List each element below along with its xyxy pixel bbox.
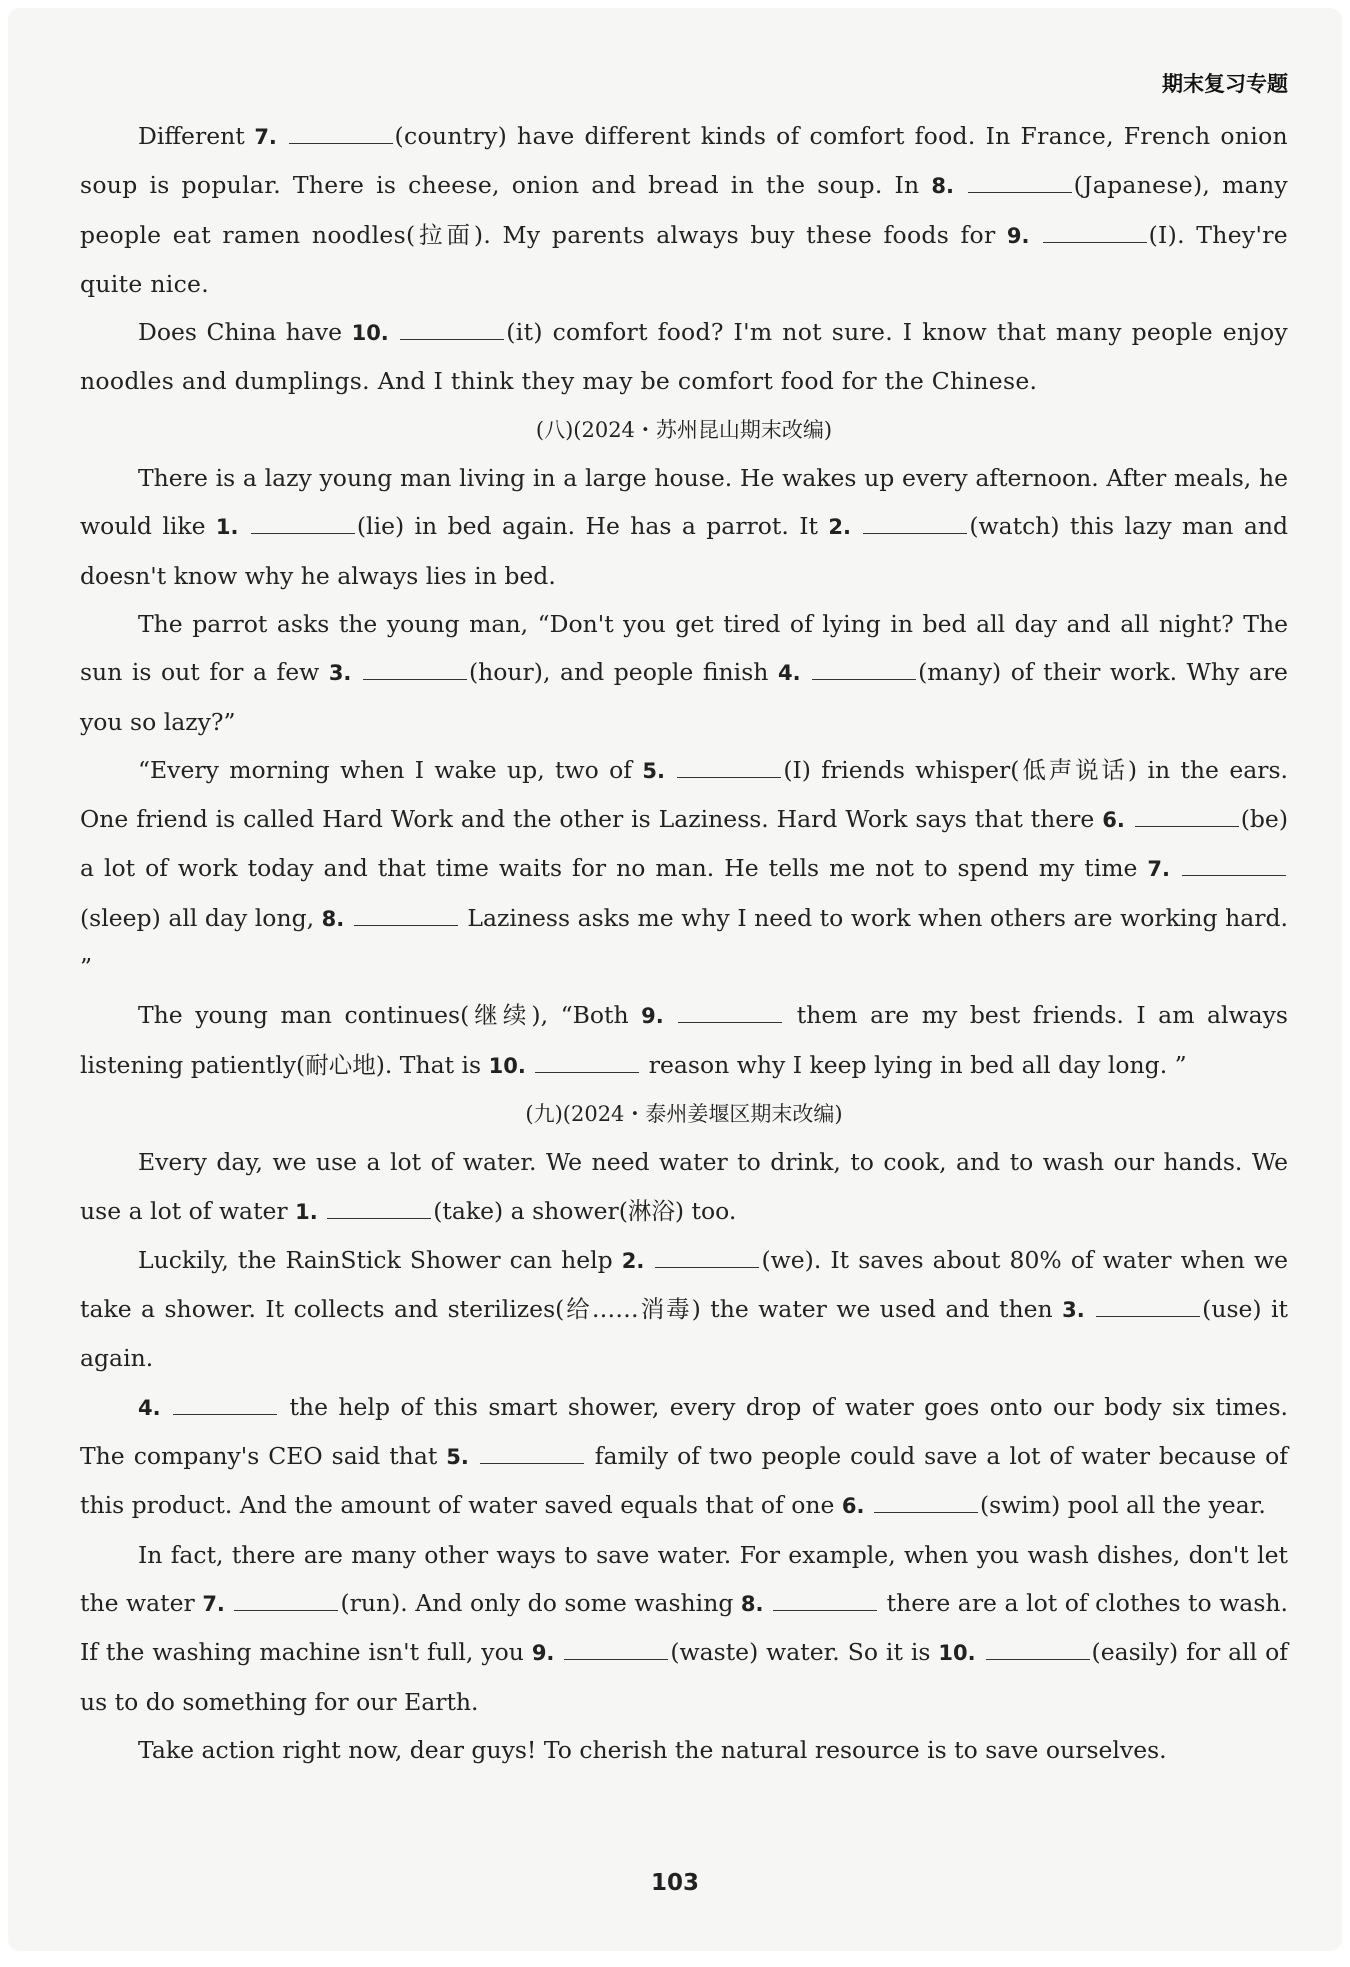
text: (country) have different kinds of comfort food. In France, French onion soup is popular. There is cheese, onion and bread in the soup. In: [80, 122, 1288, 200]
answer-blank[interactable]: [363, 659, 467, 680]
text: (easily) for all of us to do something for our Earth.: [80, 1638, 1288, 1716]
text: (many) of their work. Why are you so lazy?”: [80, 658, 1288, 736]
answer-blank[interactable]: [986, 1639, 1090, 1660]
answer-blank[interactable]: [677, 757, 781, 778]
answer-blank[interactable]: [327, 1198, 431, 1219]
paragraph: [80, 1383, 1288, 1531]
text: (hour), and people finish: [468, 658, 778, 687]
question-number: 3.: [1062, 1298, 1085, 1323]
paragraph: [80, 1236, 1288, 1383]
text: (I) friends whisper(低声说话) in the ears. One friend is called Hard Work and the other is Laziness. Hard Work says that there: [80, 755, 1288, 834]
passage-content: [80, 112, 1288, 1774]
question-number: 7.: [254, 125, 277, 149]
answer-blank[interactable]: [535, 1052, 639, 1073]
text: (Japanese), many people eat ramen noodles(拉面). My parents always buy these foods for: [80, 171, 1288, 249]
text: (sleep) all day long,: [80, 903, 322, 932]
text: (swim) pool all the year.: [979, 1491, 1266, 1520]
text: Different: [138, 122, 255, 150]
answer-blank[interactable]: [173, 1394, 277, 1415]
answer-blank[interactable]: [1182, 855, 1286, 876]
workbook-page: [8, 8, 1342, 1951]
page-number: 103: [650, 1870, 699, 1896]
question-number: 4.: [138, 1395, 161, 1420]
text: (it) comfort food? I'm not sure. I know that many people enjoy noodles and dumplings. And I think they may be comfort food for the Chinese.: [80, 318, 1288, 396]
answer-blank[interactable]: [968, 172, 1072, 193]
section-header: 期末复习专题: [1162, 72, 1288, 96]
text: In fact, there are many other ways to save water. For example, when you wash dishes, don't let the water: [80, 1540, 1288, 1617]
question-number: 6.: [1102, 808, 1125, 833]
section-title: (八)(2024・苏州昆山期末改编): [535, 417, 833, 442]
paragraph: [80, 600, 1288, 746]
answer-blank[interactable]: [400, 319, 504, 340]
text: The parrot asks the young man, “Don't you get tired of lying in bed all day and all night? The sun is out for a few: [80, 609, 1288, 687]
question-number: 6.: [841, 1494, 865, 1519]
text: (we). It saves about 80% of water when we take a shower. It collects and sterilizes(给……消毒) the water we used and then: [80, 1245, 1288, 1324]
question-number: 4.: [777, 661, 801, 686]
answer-blank[interactable]: [874, 1492, 978, 1513]
answer-blank[interactable]: [234, 1590, 338, 1611]
answer-blank[interactable]: [773, 1590, 877, 1611]
text: Luckily, the RainStick Shower can help: [138, 1245, 622, 1274]
paragraph: [80, 308, 1288, 406]
answer-blank[interactable]: [1096, 1296, 1200, 1317]
answer-blank[interactable]: [564, 1639, 668, 1660]
answer-blank[interactable]: [354, 905, 458, 926]
text: reason why I keep lying in bed all day long. ”: [641, 1050, 1187, 1079]
text: (run). And only do some washing: [340, 1588, 741, 1617]
question-number: 10.: [938, 1641, 976, 1666]
answer-blank[interactable]: [1135, 806, 1239, 827]
text: family of two people could save a lot of water because of this product. And the amount of water saved equals that of one: [80, 1442, 1288, 1520]
text: Does China have: [138, 318, 352, 347]
answer-blank[interactable]: [863, 513, 967, 534]
text: (waste) water. So it is: [670, 1638, 939, 1667]
text: “Every morning when I wake up, two of: [138, 755, 643, 784]
question-number: 8.: [931, 174, 954, 199]
question-number: 3.: [328, 661, 352, 686]
paragraph: [80, 991, 1288, 1090]
question-number: 1.: [215, 515, 239, 540]
question-number: 2.: [621, 1248, 645, 1273]
question-number: 7.: [1147, 857, 1170, 882]
text: The young man continues(继续), “Both: [138, 1001, 642, 1030]
text: Take action right now, dear guys! To cherish the natural resource is to save ourselves.: [138, 1735, 1167, 1764]
text: (take) a shower(淋浴) too.: [433, 1196, 737, 1225]
paragraph: [80, 112, 1288, 308]
question-number: 7.: [202, 1591, 225, 1616]
text: the help of this smart shower, every drop of water goes onto our body six times. The company's CEO said that: [80, 1392, 1288, 1471]
question-number: 8.: [740, 1591, 764, 1616]
question-number: 9.: [641, 1004, 664, 1029]
answer-blank[interactable]: [655, 1247, 759, 1268]
text: them are my best friends. I am always listening patiently(耐心地). That is: [80, 1001, 1288, 1079]
question-number: 9.: [1006, 223, 1030, 248]
answer-blank[interactable]: [678, 1002, 782, 1023]
paragraph: [80, 1531, 1288, 1726]
text: (use) it again.: [80, 1295, 1288, 1373]
text: (be) a lot of work today and that time waits for no man. He tells me not to spend my time: [80, 805, 1288, 883]
question-number: 10.: [351, 321, 389, 346]
paragraph: [80, 746, 1288, 991]
question-number: 8.: [321, 906, 345, 931]
text: there are a lot of clothes to wash. If the washing machine isn't full, you: [80, 1588, 1288, 1667]
text: Every day, we use a lot of water. We need water to drink, to cook, and to wash our hands. We use a lot of water: [80, 1148, 1288, 1225]
question-number: 5.: [446, 1445, 469, 1470]
question-number: 1.: [295, 1199, 318, 1224]
section-title: (九)(2024・泰州姜堰区期末改编): [525, 1101, 843, 1126]
text: (lie) in bed again. He has a parrot. It: [356, 512, 829, 541]
text: (watch) this lazy man and doesn't know why he always lies in bed.: [80, 512, 1289, 590]
paragraph: [80, 454, 1288, 600]
question-number: 5.: [642, 758, 665, 783]
text: There is a lazy young man living in a large house. He wakes up every afternoon. After meals, he would like: [80, 464, 1288, 541]
answer-blank[interactable]: [251, 513, 355, 534]
paragraph: [80, 1138, 1288, 1236]
answer-blank[interactable]: [812, 659, 916, 680]
answer-blank[interactable]: [480, 1443, 584, 1464]
question-number: 9.: [531, 1641, 555, 1666]
text: (I). They're quite nice.: [80, 220, 1288, 298]
question-number: 10.: [488, 1053, 526, 1078]
answer-blank[interactable]: [1043, 222, 1147, 243]
paragraph: [80, 1726, 1288, 1774]
question-number: 2.: [828, 515, 851, 540]
answer-blank[interactable]: [289, 123, 393, 144]
text: Laziness asks me why I need to work when others are working hard. ”: [80, 903, 1288, 982]
